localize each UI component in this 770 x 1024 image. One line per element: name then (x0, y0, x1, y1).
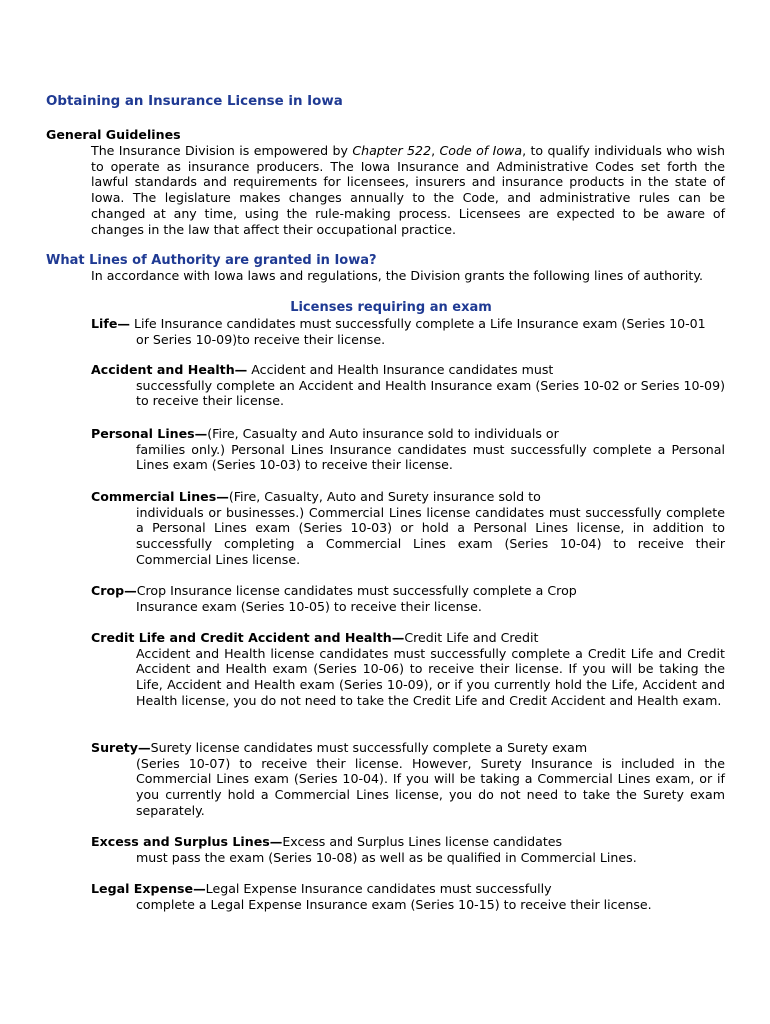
license-description: must pass the exam (Series 10-08) as well as be qualified in Commercial Lines. (136, 849, 637, 865)
license-description: (Series 10-07) to receive their license. However, Surety Insurance is included in the Commercial Lines exam (Series 10-04). If you will be taking a Commercial Lines exam, or if you currently hold a Commercial Lines license, you do not need to take the Surety exam separately. (136, 755, 725, 818)
license-credit-life (91, 630, 725, 709)
license-lead-text: Surety license candidates must successfully complete a Surety exam (150, 740, 588, 755)
license-name: Accident and Health— (91, 362, 248, 377)
license-name: Life— (91, 316, 130, 331)
license-lead-text: (Fire, Casualty, Auto and Surety insurance sold to (228, 489, 541, 504)
general-separator: , (431, 143, 440, 158)
chapter-reference: Chapter 522 (352, 143, 432, 158)
license-name: Excess and Surplus Lines— (91, 834, 283, 849)
license-description: or Series 10-09)to receive their license. (136, 331, 386, 347)
general-text-part-2: , to qualify individuals who wish to operate as insurance producers. The Iowa Insurance and Administrative Codes set forth the lawful standards and requirements for licensees, insurers and insurance products in the state of Iowa. The legislature makes changes annually to the Code, and administrative rules can be changed at any time, using the rule-making process. Licensees are expected to be aware of changes in the law that affect their occupational practice. (91, 143, 725, 237)
lines-of-authority-text: In accordance with Iowa laws and regulations, the Division grants the following lines of authority. (91, 268, 704, 283)
license-excess-and-surplus-lines (91, 834, 725, 865)
license-name: Personal Lines— (91, 426, 208, 441)
license-lead-text: (Fire, Casualty and Auto insurance sold to individuals or (207, 426, 559, 441)
license-life (91, 316, 725, 347)
license-name: Legal Expense— (91, 881, 206, 896)
lines-of-authority-heading: What Lines of Authority are granted in Iowa? (46, 253, 377, 268)
license-name: Commercial Lines— (91, 489, 229, 504)
license-legal-expense (91, 881, 725, 912)
license-name: Credit Life and Credit Accident and Health— (91, 630, 405, 645)
license-commercial-lines (91, 489, 725, 568)
license-lead-text: Credit Life and Credit (404, 630, 539, 645)
general-guidelines-heading: General Guidelines (46, 127, 181, 142)
license-personal-lines (91, 426, 725, 473)
license-lead-text: Accident and Health Insurance candidates must (247, 362, 554, 377)
code-reference: Code of Iowa (439, 143, 523, 158)
license-description: Accident and Health license candidates must successfully complete a Credit Life and Credit Accident and Health exam (Series 10-06) to receive their license. If you will be taking the Life, Accident and Health exam (Series 10-09), or if you currently hold the Life, Accident and Health license, you do not need to take the Credit Life and Credit Accident and Health exam. (136, 645, 725, 708)
license-crop (91, 583, 725, 614)
license-description: Insurance exam (Series 10-05) to receive their license. (136, 598, 482, 614)
license-name: Surety— (91, 740, 151, 755)
license-surety (91, 740, 725, 819)
general-text-part-1: The Insurance Division is empowered by (91, 143, 353, 158)
license-description: complete a Legal Expense Insurance exam (Series 10-15) to receive their license. (136, 896, 652, 912)
license-lead-text: Legal Expense Insurance candidates must successfully (205, 881, 552, 896)
document-title: Obtaining an Insurance License in Iowa (46, 94, 343, 109)
exam-licenses-heading: Licenses requiring an exam (290, 300, 492, 315)
license-lead-text: Life Insurance candidates must successfully complete a Life Insurance exam (Series 10-01 (129, 316, 706, 331)
license-description: individuals or businesses.) Commercial Lines license candidates must successfully complete a Personal Lines exam (Series 10-03) or hold a Personal Lines license, in addition to successfully completing a Commercial Lines exam (Series 10-04) to receive their Commercial Lines license. (136, 504, 725, 567)
license-description: families only.) Personal Lines Insurance candidates must successfully complete a Personal Lines exam (Series 10-03) to receive their license. (136, 441, 725, 473)
license-accident-and-health (91, 362, 725, 409)
general-guidelines-text (91, 143, 725, 237)
license-description: successfully complete an Accident and Health Insurance exam (Series 10-02 or Series 10-09) to receive their license. (136, 377, 725, 409)
license-lead-text: Crop Insurance license candidates must successfully complete a Crop (136, 583, 577, 598)
license-name: Crop— (91, 583, 137, 598)
license-lead-text: Excess and Surplus Lines license candidates (282, 834, 563, 849)
